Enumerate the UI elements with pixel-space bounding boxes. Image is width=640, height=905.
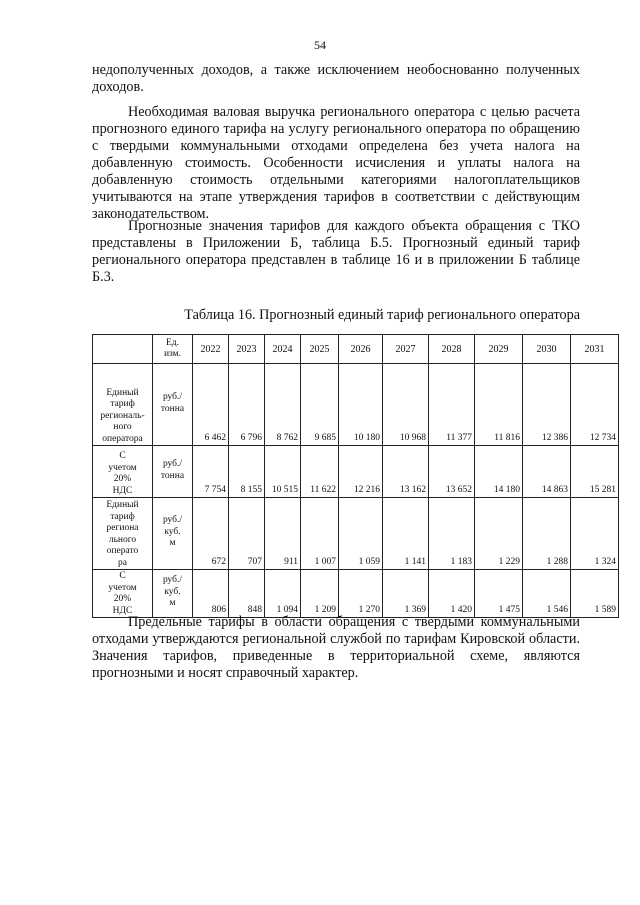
value-cell: 707 bbox=[229, 498, 265, 570]
value-cell: 1 141 bbox=[383, 498, 429, 570]
value-cell: 1 007 bbox=[301, 498, 339, 570]
table-row bbox=[93, 364, 619, 446]
page-number: 54 bbox=[314, 38, 326, 52]
header-year-cell: 2030 bbox=[523, 335, 571, 364]
row-name-cell: Единый тариф региональ- ного оператора bbox=[93, 364, 153, 446]
row-name-cell: С учетом 20% НДС bbox=[93, 570, 153, 618]
value-cell: 1 059 bbox=[339, 498, 383, 570]
table-row bbox=[93, 498, 619, 570]
value-cell: 1 270 bbox=[339, 570, 383, 618]
value-cell: 6 462 bbox=[193, 364, 229, 446]
header-year-cell: 2023 bbox=[229, 335, 265, 364]
paragraph-3-container bbox=[92, 218, 580, 286]
value-cell: 806 bbox=[193, 570, 229, 618]
value-cell: 12 386 bbox=[523, 364, 571, 446]
table-caption: Таблица 16. Прогнозный единый тариф регионального оператора bbox=[184, 307, 580, 323]
row-unit-cell: руб./ тонна bbox=[153, 364, 193, 446]
row-unit-cell: руб./ куб. м bbox=[153, 498, 193, 570]
value-cell: 11 622 bbox=[301, 446, 339, 498]
value-cell: 13 162 bbox=[383, 446, 429, 498]
value-cell: 11 816 bbox=[475, 364, 523, 446]
table-row bbox=[93, 570, 619, 618]
value-cell: 10 515 bbox=[265, 446, 301, 498]
value-cell: 1 546 bbox=[523, 570, 571, 618]
value-cell: 1 420 bbox=[429, 570, 475, 618]
value-cell: 1 183 bbox=[429, 498, 475, 570]
value-cell: 7 754 bbox=[193, 446, 229, 498]
paragraph-2-container bbox=[92, 104, 580, 223]
value-cell: 1 475 bbox=[475, 570, 523, 618]
paragraph-4-container bbox=[92, 614, 580, 682]
header-year-cell: 2027 bbox=[383, 335, 429, 364]
paragraph-1-container bbox=[92, 62, 580, 96]
value-cell: 911 bbox=[265, 498, 301, 570]
value-cell: 8 762 bbox=[265, 364, 301, 446]
header-year-cell: 2026 bbox=[339, 335, 383, 364]
paragraph-3: Прогнозные значения тарифов для каждого объекта обращения с ТКО представлены в Приложении Б, таблица Б.5. Прогнозный единый тариф регионального оператора представлен в таблице 16 и в приложении Б таблице Б.3. bbox=[92, 218, 580, 285]
value-cell: 9 685 bbox=[301, 364, 339, 446]
value-cell: 11 377 bbox=[429, 364, 475, 446]
header-year-cell: 2022 bbox=[193, 335, 229, 364]
value-cell: 1 324 bbox=[571, 498, 619, 570]
row-name-cell: Единый тариф региона льного операто ра bbox=[93, 498, 153, 570]
paragraph-2: Необходимая валовая выручка регионального оператора с целью расчета прогнозного единого тарифа на услугу регионального оператора по обращению с твердыми коммунальными отходами определена без учета налога на добавленную стоимость. Особенности исчисления и уплаты налога на добавленную стоимость отдельными категориями налогоплательщиков учитываются на этапе утверждения тарифов в соответствии с действующим законодательством. bbox=[92, 104, 580, 222]
row-unit-cell: руб./ куб. м bbox=[153, 570, 193, 618]
paragraph-4: Предельные тарифы в области обращения с твердыми коммунальными отходами утверждаются региональной службой по тарифам Кировской области. Значения тарифов, приведенные в территориальной схеме, являются прогнозными и носят справочный характер. bbox=[92, 614, 580, 681]
header-name-cell bbox=[93, 335, 153, 364]
value-cell: 1 288 bbox=[523, 498, 571, 570]
value-cell: 12 216 bbox=[339, 446, 383, 498]
value-cell: 14 863 bbox=[523, 446, 571, 498]
header-unit-cell: Ед. изм. bbox=[153, 335, 193, 364]
row-unit-cell: руб./ тонна bbox=[153, 446, 193, 498]
header-year-cell: 2024 bbox=[265, 335, 301, 364]
table-header-row bbox=[93, 335, 619, 364]
value-cell: 1 589 bbox=[571, 570, 619, 618]
value-cell: 1 369 bbox=[383, 570, 429, 618]
header-year-cell: 2028 bbox=[429, 335, 475, 364]
table-row bbox=[93, 446, 619, 498]
row-name-cell: С учетом 20% НДС bbox=[93, 446, 153, 498]
value-cell: 1 229 bbox=[475, 498, 523, 570]
value-cell: 15 281 bbox=[571, 446, 619, 498]
value-cell: 13 652 bbox=[429, 446, 475, 498]
value-cell: 848 bbox=[229, 570, 265, 618]
value-cell: 10 968 bbox=[383, 364, 429, 446]
value-cell: 1 209 bbox=[301, 570, 339, 618]
value-cell: 14 180 bbox=[475, 446, 523, 498]
value-cell: 6 796 bbox=[229, 364, 265, 446]
tariff-table bbox=[92, 334, 619, 618]
header-year-cell: 2031 bbox=[571, 335, 619, 364]
value-cell: 8 155 bbox=[229, 446, 265, 498]
paragraph-1: недополученных доходов, а также исключением необоснованно полученных доходов. bbox=[92, 62, 580, 95]
header-year-cell: 2025 bbox=[301, 335, 339, 364]
value-cell: 1 094 bbox=[265, 570, 301, 618]
value-cell: 12 734 bbox=[571, 364, 619, 446]
value-cell: 10 180 bbox=[339, 364, 383, 446]
header-year-cell: 2029 bbox=[475, 335, 523, 364]
value-cell: 672 bbox=[193, 498, 229, 570]
